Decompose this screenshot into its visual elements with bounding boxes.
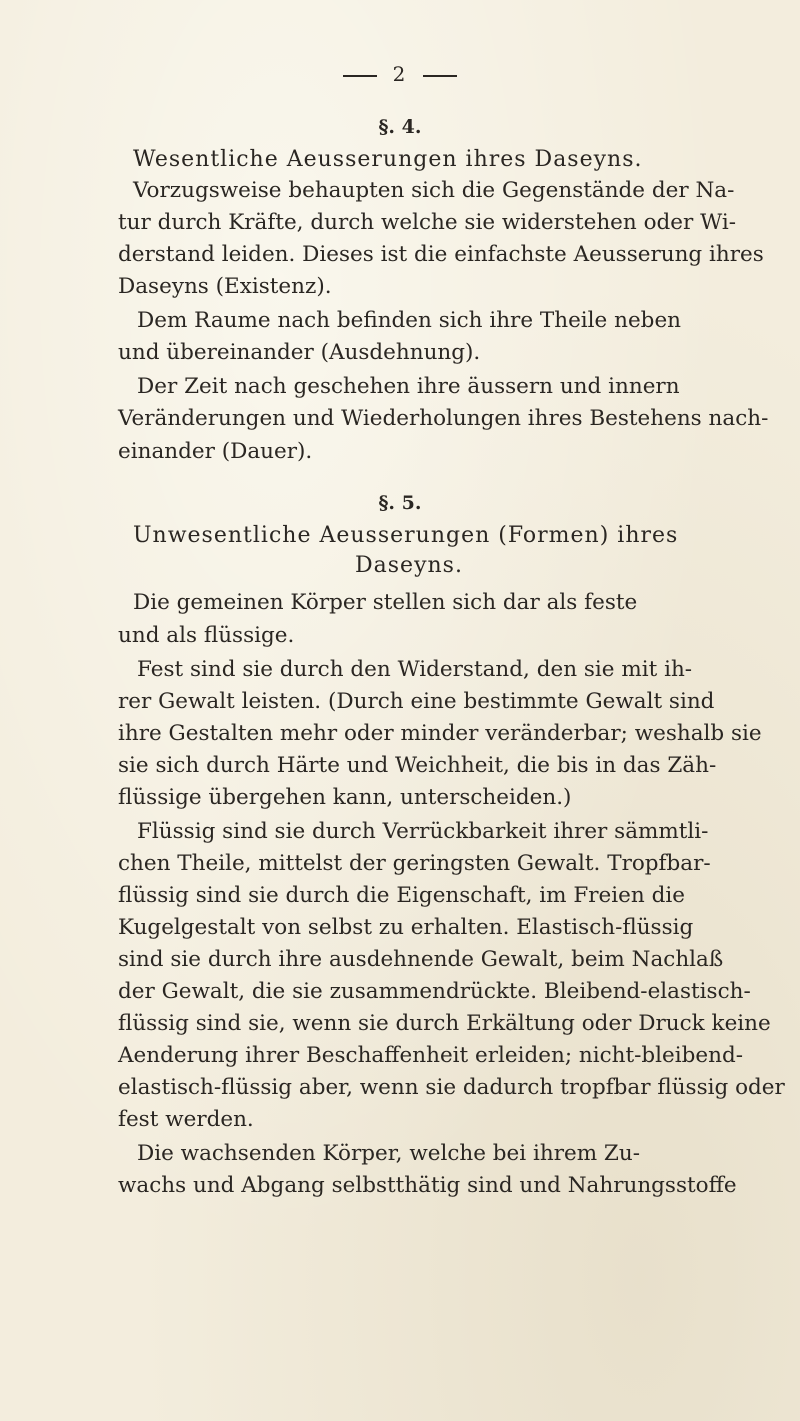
header-dash-left bbox=[343, 75, 377, 77]
section-4-line: tur durch Kräfte, durch welche sie widerstehen oder Wi- bbox=[118, 210, 736, 235]
section-4-number: §. 4. bbox=[378, 116, 422, 138]
section-5-line: Die wachsenden Körper, welche bei ihrem Zu- bbox=[137, 1141, 640, 1166]
section-5-line: fest werden. bbox=[118, 1107, 254, 1132]
section-5-line: der Gewalt, die sie zusammendrückte. Bleibend-elastisch- bbox=[118, 979, 751, 1004]
section-5-line: Die gemeinen Körper stellen sich dar als feste bbox=[133, 590, 638, 615]
section-5-line: Fest sind sie durch den Widerstand, den sie mit ih- bbox=[137, 657, 693, 682]
section-4-line: derstand leiden. Dieses ist die einfachste Aeusserung ihres bbox=[118, 242, 764, 267]
section-4-line: einander (Dauer). bbox=[118, 439, 313, 464]
section-5-line: rer Gewalt leisten. (Durch eine bestimmte Gewalt sind bbox=[118, 689, 715, 714]
header-dash-right bbox=[423, 75, 457, 77]
section-4-line: Der Zeit nach geschehen ihre äussern und innern bbox=[137, 374, 680, 399]
section-4-line: Daseyns (Existenz). bbox=[118, 274, 332, 299]
page-number: 2 bbox=[392, 62, 408, 86]
section-5-line: sind sie durch ihre ausdehnende Gewalt, beim Nachlaß bbox=[118, 947, 724, 972]
section-4-line: und übereinander (Ausdehnung). bbox=[118, 340, 481, 365]
section-5-line: und als flüssige. bbox=[118, 623, 295, 648]
section-5-line: Aenderung ihrer Beschaffenheit erleiden; nicht-bleibend- bbox=[118, 1043, 744, 1068]
section-4-heading: Wesentliche Aeusserungen ihres Daseyns. bbox=[133, 147, 643, 172]
page-header bbox=[0, 62, 800, 86]
section-4-line: Veränderungen und Wiederholungen ihres Bestehens nach- bbox=[118, 406, 769, 431]
section-5-line: elastisch-flüssig aber, wenn sie dadurch tropfbar flüssig oder bbox=[118, 1075, 785, 1100]
section-5-heading: Unwesentliche Aeusserungen (Formen) ihres bbox=[133, 523, 679, 548]
section-5-heading-cont: Daseyns. bbox=[355, 553, 463, 578]
section-5-line: flüssig sind sie, wenn sie durch Erkältung oder Druck keine bbox=[118, 1011, 771, 1036]
section-5-line: wachs und Abgang selbstthätig sind und Nahrungsstoffe bbox=[118, 1173, 737, 1198]
section-5-line: Flüssig sind sie durch Verrückbarkeit ihrer sämmtli- bbox=[137, 819, 709, 844]
section-5-line: chen Theile, mittelst der geringsten Gewalt. Tropfbar- bbox=[118, 851, 711, 876]
section-5-line: ihre Gestalten mehr oder minder veränderbar; weshalb sie bbox=[118, 721, 762, 746]
section-4-line: Dem Raume nach befinden sich ihre Theile neben bbox=[137, 308, 682, 333]
section-5-line: flüssig sind sie durch die Eigenschaft, im Freien die bbox=[118, 883, 685, 908]
section-5-number: §. 5. bbox=[378, 492, 422, 514]
section-5-line: Kugelgestalt von selbst zu erhalten. Elastisch-flüssig bbox=[118, 915, 694, 940]
section-4-line: Vorzugsweise behaupten sich die Gegenstände der Na- bbox=[133, 178, 735, 203]
section-5-line: sie sich durch Härte und Weichheit, die bis in das Zäh- bbox=[118, 753, 717, 778]
section-5-line: flüssige übergehen kann, unterscheiden.) bbox=[118, 785, 572, 810]
